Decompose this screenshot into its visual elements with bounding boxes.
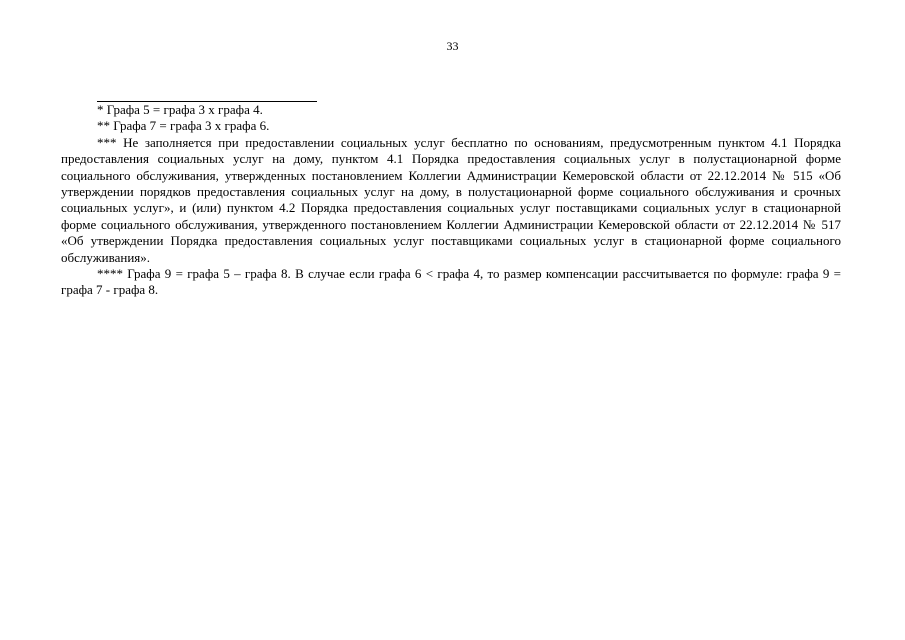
footnote-4: **** Графа 9 = графа 5 – графа 8. В случае если графа 6 < графа 4, то размер компенсации рассчитывается по формуле: графа 9 = графа 7 - графа 8. (61, 266, 841, 298)
footnote-2: ** Графа 7 = графа 3 х графа 6. (97, 118, 270, 134)
footnote-1: * Графа 5 = графа 3 х графа 4. (97, 102, 263, 117)
footnote-3: *** Не заполняется при предоставлении социальных услуг бесплатно по основаниям, предусмотренным пунктом 4.1 Порядка предоставления социальных услуг на дому, пунктом 4.1 Порядка предоставления социальных услуг в полустационарной форме социального обслуживания, утвержденных постановлением Коллегии Администрации Кемеровской области от 22.12.2014 № 515 «Об утверждении порядков предоставления социальных услуг на дому, в полустационарной форме социального обслуживания и срочных социальных услуг», и (или) пунктом 4.2 Порядка предоставления социальных услуг поставщиками социальных услуг в стационарной форме социального обслуживания, утвержденного постановлением Коллегии Администрации Кемеровской области от 22.12.2014 № 517 «Об утверждении Порядка предоставления социальных услуг поставщиками социальных услуг в стационарной форме социального обслуживания». (61, 134, 841, 265)
footnotes-block (61, 102, 841, 299)
page-number: 33 (446, 39, 459, 53)
